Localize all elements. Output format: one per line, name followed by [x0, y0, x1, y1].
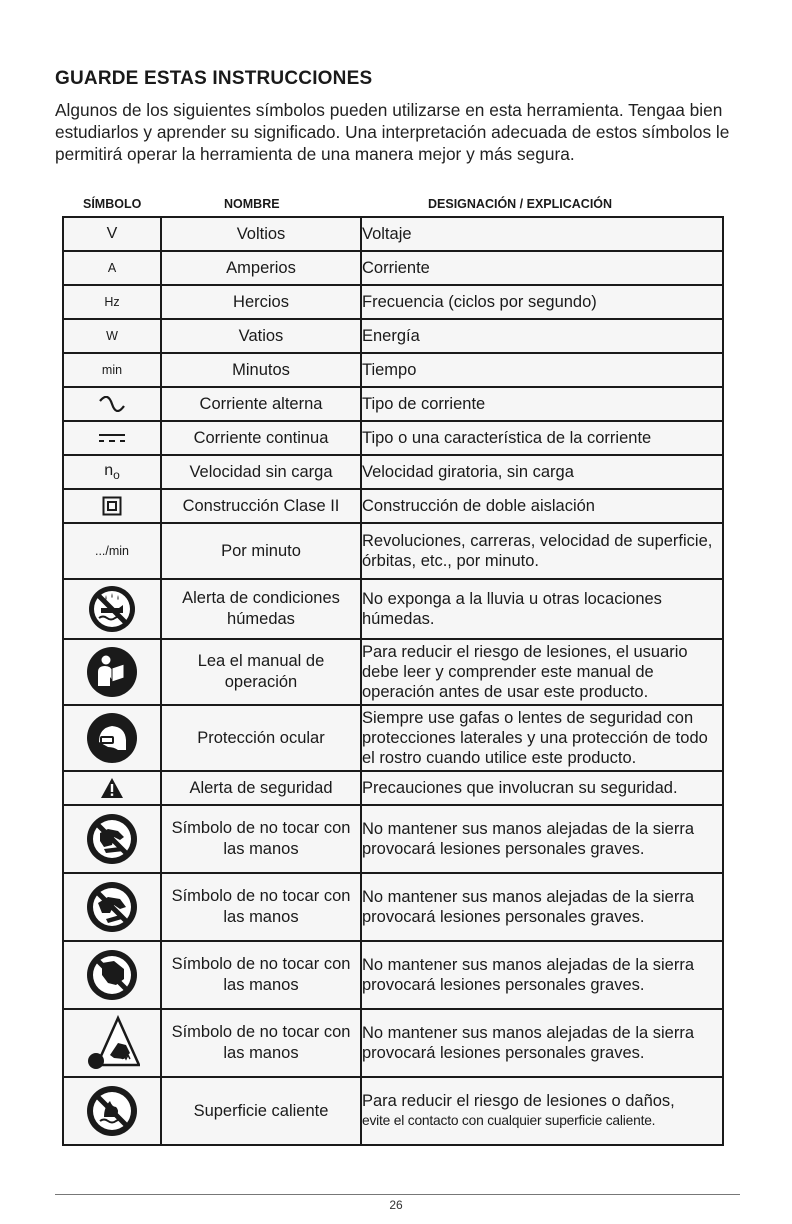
description-line: evite el contacto con cualquier superficie caliente. [362, 1113, 656, 1128]
table-row [63, 771, 723, 805]
no-hands-icon [86, 881, 138, 933]
symbol-name: Velocidad sin carga [161, 455, 361, 489]
symbol-description: Tipo de corriente [361, 387, 723, 421]
symbol-description: Tipo o una característica de la corriente [361, 421, 723, 455]
symbol-name: Alerta de condiciones húmedas [161, 579, 361, 639]
description-line: Para reducir el riesgo de lesiones o daños, [362, 1092, 675, 1110]
table-row [63, 285, 723, 319]
table-row [63, 705, 723, 771]
table-row [63, 1009, 723, 1077]
safety-alert-icon [100, 777, 124, 799]
symbol-name: Construcción Clase II [161, 489, 361, 523]
table-row [63, 251, 723, 285]
symbol-description: Corriente [361, 251, 723, 285]
symbol-name: Símbolo de no tocar con las manos [161, 805, 361, 873]
symbol-name: Amperios [161, 251, 361, 285]
class-ii-construction-icon [102, 496, 122, 516]
symbol-name: Vatios [161, 319, 361, 353]
symbol-description: No mantener sus manos alejadas de la sierra provocará lesiones personales graves. [361, 805, 723, 873]
symbol-name: Voltios [161, 217, 361, 251]
symbol-description: Precauciones que involucran su seguridad. [361, 771, 723, 805]
hand-blade-warning-icon [84, 1015, 140, 1071]
alternating-current-icon [97, 396, 127, 412]
column-header-symbol: SÍMBOLO [83, 197, 142, 211]
read-manual-icon [86, 646, 138, 698]
wet-conditions-alert-icon [87, 584, 137, 634]
table-row [63, 421, 723, 455]
eye-protection-icon [86, 712, 138, 764]
table-row [63, 873, 723, 941]
column-header-designation: DESIGNACIÓN / EXPLICACIÓN [428, 197, 613, 211]
no-hands-icon [86, 813, 138, 865]
table-row [63, 489, 723, 523]
column-header-name: NOMBRE [224, 197, 280, 211]
symbol-description: Tiempo [361, 353, 723, 387]
symbol-description: No mantener sus manos alejadas de la sierra provocará lesiones personales graves. [361, 873, 723, 941]
symbol-name: Lea el manual de operación [161, 639, 361, 705]
table-row [63, 523, 723, 579]
per-minute-symbol: .../min [94, 544, 130, 558]
table-row [63, 639, 723, 705]
symbol-name: Superficie caliente [161, 1077, 361, 1145]
symbol-description: Construcción de doble aislación [361, 489, 723, 523]
symbol-table [62, 216, 724, 1146]
hertz-symbol: Hz [104, 295, 120, 309]
symbol-name: Corriente alterna [161, 387, 361, 421]
watts-symbol: W [106, 329, 118, 343]
symbol-name: Símbolo de no tocar con las manos [161, 873, 361, 941]
page-number: 26 [389, 1198, 403, 1212]
symbol-description: No mantener sus manos alejadas de la sierra provocará lesiones personales graves. [361, 1009, 723, 1077]
symbol-description: Siempre use gafas o lentes de seguridad con protecciones laterales y una protección de todo el rostro cuando utilice este producto. [361, 705, 723, 771]
amperes-symbol: A [107, 261, 117, 275]
direct-current-icon [97, 432, 127, 444]
hot-surface-icon [86, 1085, 138, 1137]
symbol-name: Símbolo de no tocar con las manos [161, 941, 361, 1009]
footer-divider [55, 1194, 740, 1195]
symbol-description: Energía [361, 319, 723, 353]
symbol-name: Alerta de seguridad [161, 771, 361, 805]
volts-symbol: V [106, 225, 118, 242]
symbol-description [361, 1077, 723, 1145]
symbol-name: Hercios [161, 285, 361, 319]
symbol-description: Velocidad giratoria, sin carga [361, 455, 723, 489]
page-title: GUARDE ESTAS INSTRUCCIONES [55, 68, 373, 89]
table-row [63, 387, 723, 421]
no-hands-icon [86, 949, 138, 1001]
minutes-symbol: min [101, 363, 123, 377]
table-row [63, 805, 723, 873]
symbol-name: Protección ocular [161, 705, 361, 771]
symbol-name: Corriente continua [161, 421, 361, 455]
symbol-description: Voltaje [361, 217, 723, 251]
symbol-description: Revoluciones, carreras, velocidad de superficie, órbitas, etc., por minuto. [361, 523, 723, 579]
symbol-description: Frecuencia (ciclos por segundo) [361, 285, 723, 319]
table-row [63, 1077, 723, 1145]
table-row [63, 319, 723, 353]
symbol-name: Por minuto [161, 523, 361, 579]
table-row [63, 353, 723, 387]
table-row [63, 941, 723, 1009]
table-row [63, 579, 723, 639]
intro-paragraph: Algunos de los siguientes símbolos pueden utilizarse en esta herramienta. Tengaa bien estudiarlos y aprender su significado. Una interpretación adecuada de estos símbolos le permitirá operar la herramienta de una manera mejor y más segura. [55, 100, 730, 164]
no-load-speed-symbol: $n_o$ [104, 461, 120, 483]
symbol-description: No mantener sus manos alejadas de la sierra provocará lesiones personales graves. [361, 941, 723, 1009]
symbol-description: No exponga a la lluvia u otras locaciones húmedas. [361, 579, 723, 639]
table-row [63, 455, 723, 489]
symbol-description: Para reducir el riesgo de lesiones, el usuario debe leer y comprender este manual de operación antes de usar este producto. [361, 639, 723, 705]
symbol-name: Símbolo de no tocar con las manos [161, 1009, 361, 1077]
symbol-name: Minutos [161, 353, 361, 387]
table-row [63, 217, 723, 251]
